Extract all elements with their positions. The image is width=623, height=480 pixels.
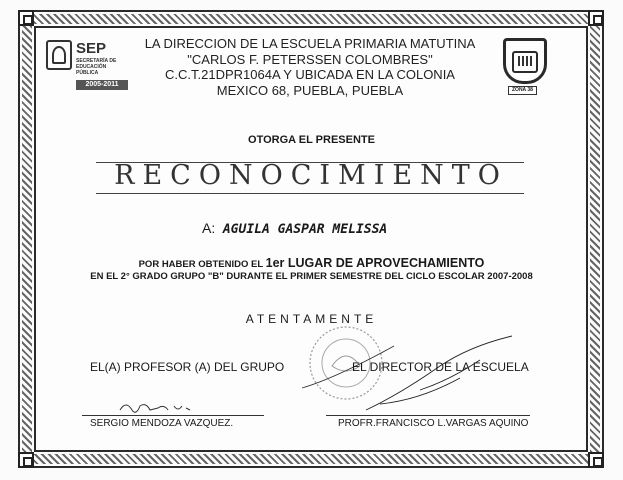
school-header	[100, 36, 520, 98]
header-line: C.C.T.21DPR1064A Y UBICADA EN LA COLONIA	[165, 67, 455, 82]
corner-ornament	[588, 452, 604, 468]
crest-label: ZONA 38	[508, 86, 537, 95]
reason-line-2: EN EL 2° GRADO GRUPO "B" DURANTE EL PRIMER SEMESTRE DEL CICLO ESCOLAR 2007-2008	[90, 271, 533, 282]
director-name: PROFR.FRANCISCO L.VARGAS AQUINO	[338, 418, 529, 429]
reason-highlight: 1er LUGAR DE APROVECHAMIENTO	[265, 256, 485, 270]
sep-emblem-icon	[46, 40, 72, 70]
title-rule-bottom	[96, 193, 524, 194]
recipient-name: AGUILA GASPAR MELISSA	[222, 222, 388, 237]
sep-logo-subtitle: SECRETARÍA DE EDUCACIÓN PÚBLICA	[76, 58, 117, 76]
certificate-title: RECONOCIMIENTO	[114, 160, 508, 191]
reason-line-1	[0, 256, 623, 270]
reason-prefix: POR HABER OBTENIDO EL	[138, 259, 263, 270]
signature-line-left	[82, 415, 264, 416]
teacher-signature	[118, 398, 198, 416]
teacher-role: EL(A) PROFESOR (A) DEL GRUPO	[90, 360, 285, 374]
signature-line-right	[326, 415, 530, 416]
corner-ornament	[18, 452, 34, 468]
closing-text: ATENTAMENTE	[245, 312, 378, 326]
director-signature	[360, 330, 520, 414]
director-role: EL DIRECTOR DE LA ESCUELA	[352, 360, 529, 374]
corner-ornament	[18, 10, 34, 26]
header-line: MEXICO 68, PUEBLA, PUEBLA	[216, 82, 404, 98]
corner-ornament	[588, 10, 604, 26]
recipient	[202, 220, 387, 237]
header-line: "CARLOS F. PETERSSEN COLOMBRES"	[187, 51, 433, 67]
recipient-label: A:	[202, 220, 216, 236]
teacher-name: SERGIO MENDOZA VAZQUEZ.	[90, 418, 234, 429]
sep-logo-title: SEP	[76, 40, 107, 57]
header-line: LA DIRECCION DE LA ESCUELA PRIMARIA MATUTINA	[144, 36, 476, 51]
presentation-text: OTORGA EL PRESENTE	[248, 134, 375, 146]
sep-logo-years: 2005-2011	[76, 80, 128, 90]
